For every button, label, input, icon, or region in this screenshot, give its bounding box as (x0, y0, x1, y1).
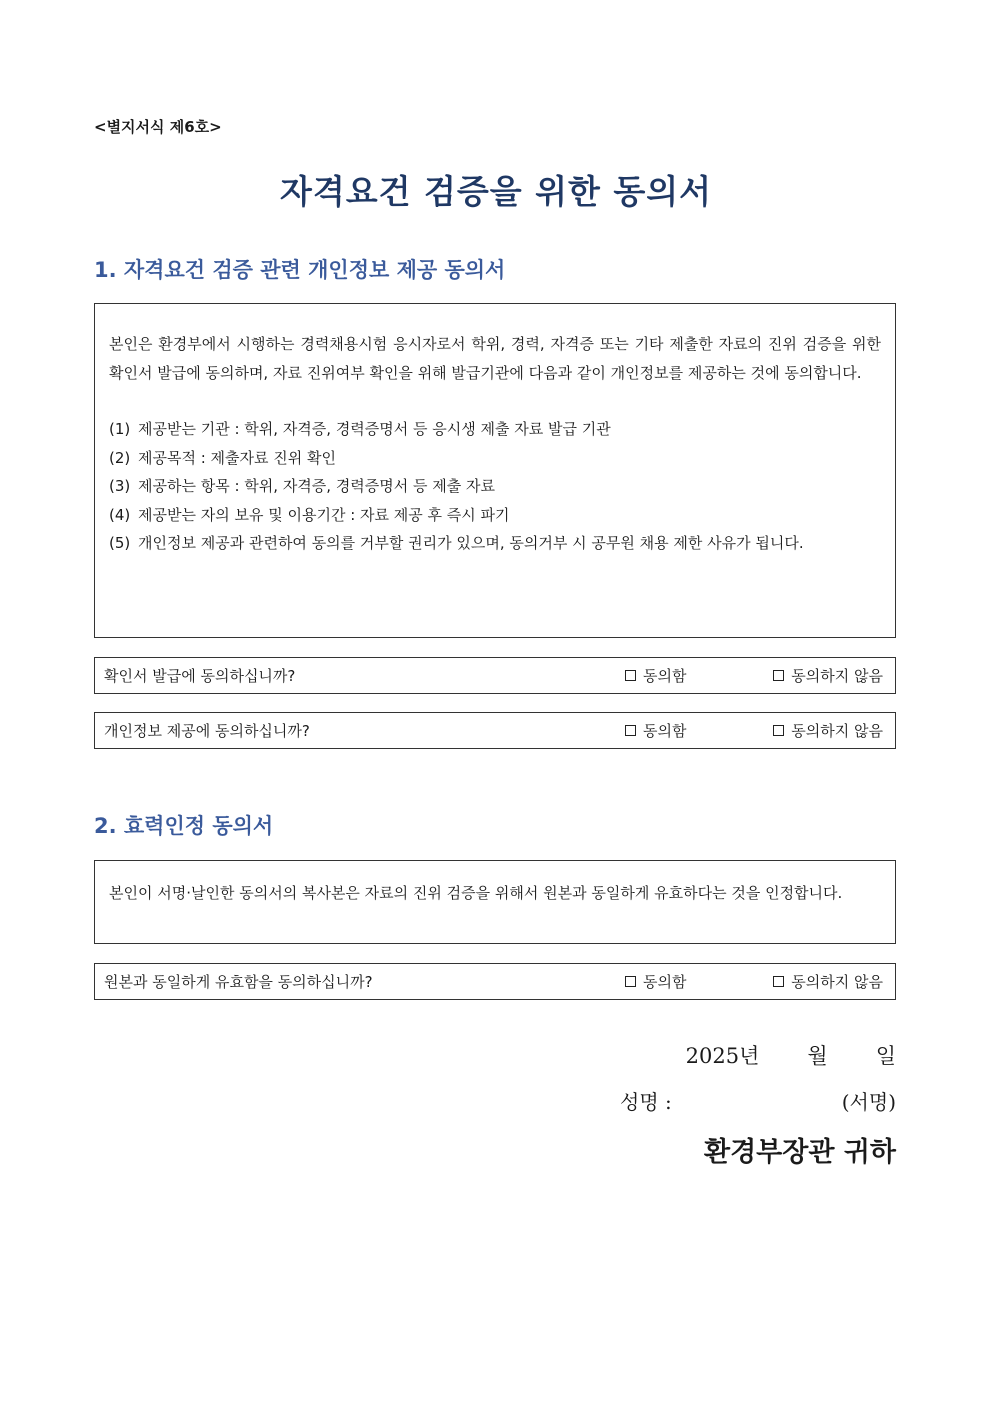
list-item (109, 444, 881, 473)
section1-heading: 1. 자격요건 검증 관련 개인정보 제공 동의서 (94, 258, 506, 282)
signature-line (620, 1086, 896, 1115)
consent-paragraph: 본인은 환경부에서 시행하는 경력채용시험 응시자로서 학위, 경력, 자격증 또는 기타 제출한 자료의 진위 검증을 위한 확인서 발급에 동의하며, 자료 진위여부 확인을 위해 발급기관에 다음과 같이 개인정보를 제공하는 것에 동의합니다. (109, 335, 881, 382)
agree-checkbox[interactable] (625, 976, 636, 987)
form-number-label: <별지서식 제6호> (94, 118, 222, 136)
list-item (109, 501, 881, 530)
item-number: (5) (109, 534, 131, 552)
personal-info-consent-box (94, 303, 896, 638)
disagree-checkbox[interactable] (773, 670, 784, 681)
item-number: (1) (109, 420, 131, 438)
validity-question (94, 963, 896, 1000)
agree-label: 동의함 (643, 667, 687, 685)
disagree-checkbox[interactable] (773, 976, 784, 987)
disagree-option[interactable] (749, 720, 883, 741)
agree-checkbox[interactable] (625, 725, 636, 736)
list-item (109, 415, 881, 444)
agree-option[interactable] (625, 665, 749, 686)
date-day: 일 (875, 1044, 896, 1068)
disagree-option[interactable] (749, 971, 883, 992)
recipient: 환경부장관 귀하 (704, 1137, 896, 1168)
document-title: 자격요건 검증을 위한 동의서 (279, 172, 712, 211)
list-item (109, 529, 881, 558)
validity-consent-box (94, 860, 896, 944)
question-text: 개인정보 제공에 동의하십니까? (104, 722, 310, 740)
personal-info-provision-question (94, 712, 896, 749)
consent-items-list (109, 415, 881, 558)
agree-option[interactable] (625, 720, 749, 741)
disagree-label: 동의하지 않음 (791, 667, 883, 685)
date-month: 월 (807, 1044, 828, 1068)
item-text: 제공하는 항목 : 학위, 자격증, 경력증명서 등 제출 자료 (138, 477, 496, 495)
validity-paragraph: 본인이 서명·날인한 동의서의 복사본은 자료의 진위 검증을 위해서 원본과 동일하게 유효하다는 것을 인정합니다. (109, 884, 843, 902)
disagree-option[interactable] (749, 665, 883, 686)
item-number: (4) (109, 505, 131, 524)
item-number: (2) (109, 448, 131, 467)
section2-heading: 2. 효력인정 동의서 (94, 814, 274, 838)
item-text: 제공받는 기관 : 학위, 자격증, 경력증명서 등 응시생 제출 자료 발급 기관 (138, 420, 611, 438)
question-text: 확인서 발급에 동의하십니까? (104, 667, 296, 685)
agree-label: 동의함 (643, 973, 687, 991)
list-item (109, 472, 881, 501)
signature-label: (서명) (841, 1090, 896, 1114)
item-text: 제공받는 자의 보유 및 이용기간 : 자료 제공 후 즉시 파기 (138, 505, 510, 524)
item-text: 개인정보 제공과 관련하여 동의를 거부할 권리가 있으며, 동의거부 시 공무원 채용 제한 사유가 됩니다. (138, 534, 804, 552)
item-text: 제공목적 : 제출자료 진위 확인 (138, 448, 337, 467)
agree-checkbox[interactable] (625, 670, 636, 681)
date-line (686, 1040, 896, 1070)
name-label: 성명 : (620, 1090, 672, 1114)
disagree-checkbox[interactable] (773, 725, 784, 736)
disagree-label: 동의하지 않음 (791, 973, 883, 991)
question-text: 원본과 동일하게 유효함을 동의하십니까? (104, 973, 373, 991)
agree-option[interactable] (625, 971, 749, 992)
item-number: (3) (109, 477, 131, 495)
disagree-label: 동의하지 않음 (791, 722, 883, 740)
date-year: 2025년 (685, 1044, 760, 1068)
certificate-issuance-question (94, 657, 896, 694)
agree-label: 동의함 (643, 722, 687, 740)
